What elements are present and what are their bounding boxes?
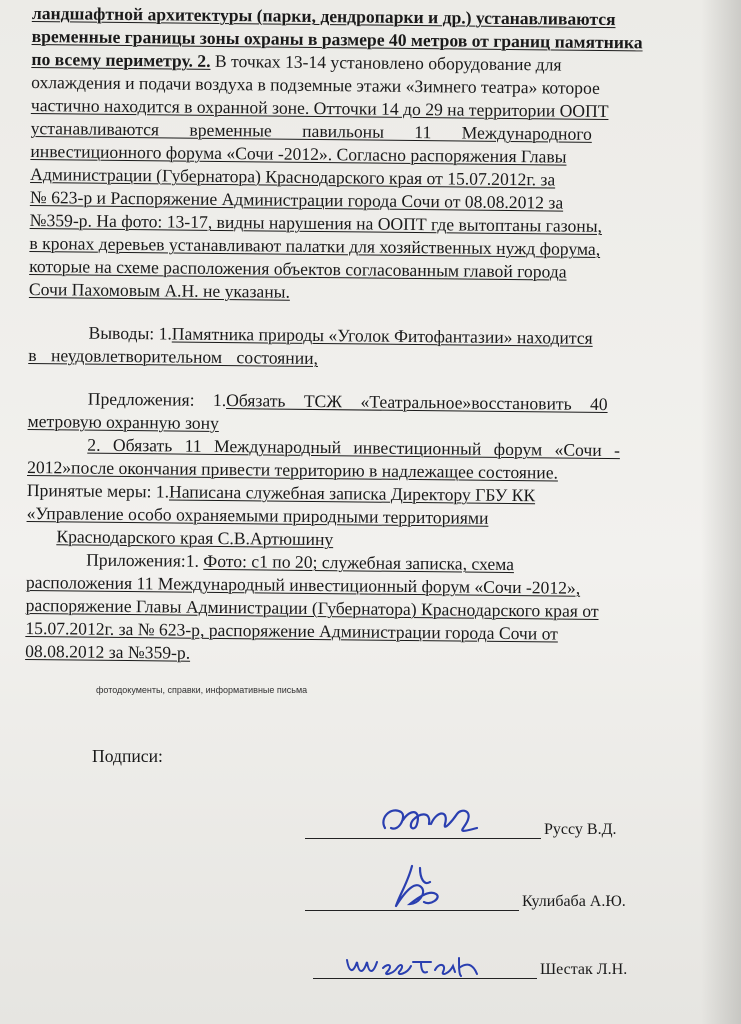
handwritten-signature-icon bbox=[377, 798, 497, 844]
signer-name: Кулибаба А.Ю. bbox=[522, 893, 626, 910]
paragraph-line: охлаждения и подачи воздуха в подземные этажи «Зимнего театра» которое bbox=[31, 71, 600, 98]
measures-line: «Управление особо охраняемыми природными территориями bbox=[26, 502, 489, 528]
signer-name: Шестак Л.Н. bbox=[540, 961, 628, 978]
conclusions-text: Памятника природы «Уголок Фитофантазии» находится bbox=[171, 323, 593, 348]
proposals-line: метровую охранную зону bbox=[27, 410, 219, 433]
paragraph-line: временные границы зоны охраны в размере 40 метров от границ памятника bbox=[31, 25, 643, 53]
proposals-text: Обязать ТСЖ «Театральное»восстановить 40 bbox=[226, 390, 608, 415]
attachments-line: 15.07.2012г. за № 623-р, распоряжение Администрации города Сочи от bbox=[25, 617, 559, 644]
document-body bbox=[25, 2, 722, 670]
paragraph-line: Администрации (Губернатора) Краснодарского края от 15.07.2012г. за bbox=[30, 163, 556, 190]
paragraph-line: № 623-р и Распоряжение Администрации города Сочи от 08.08.2012 за bbox=[29, 186, 564, 213]
signature-row bbox=[313, 958, 627, 979]
attachments-label: Приложения:1. bbox=[86, 549, 204, 571]
proposals-label: Предложения: 1. bbox=[87, 388, 227, 411]
paragraph-line: ландшафтной архитектуры (парки, дендропарки и др.) устанавливаются bbox=[31, 2, 616, 30]
plain-text: В точках 13-14 установлено оборудование для bbox=[210, 50, 562, 75]
conclusions-line: в неудовлетворительном состоянии, bbox=[28, 344, 319, 369]
measures-line: Краснодарского края С.В.Артюшину bbox=[56, 526, 334, 550]
signature-row bbox=[305, 818, 616, 839]
paragraph-line: Сочи Пахомовым А.Н. не указаны. bbox=[28, 278, 291, 302]
signature-row bbox=[305, 890, 626, 911]
paragraph-line: в кронах деревьев устанавливают палатки для хозяйственных нужд форума, bbox=[29, 232, 601, 259]
measures-text: Написана служебная записка Директору ГБУ КК bbox=[168, 481, 536, 506]
signature-line bbox=[313, 958, 537, 979]
paragraph-line: №359-р. На фото: 13-17, видны нарушения на ООПТ где вытоптаны газоны, bbox=[29, 209, 603, 236]
attachments-note: фотодокументы, справки, информативные письма bbox=[96, 685, 308, 695]
signatures-label: Подписи: bbox=[92, 746, 163, 766]
attachments-line: 08.08.2012 за №359-р. bbox=[25, 640, 191, 663]
measures-label: Принятые меры: 1. bbox=[26, 479, 170, 502]
attachments-text: Фото: с1 по 20; служебная записка, схема bbox=[203, 550, 515, 575]
signature-line bbox=[305, 818, 541, 839]
proposals-line: 2012»после окончания привести территорию в надлежащее состояние. bbox=[27, 456, 559, 483]
signature-line bbox=[305, 890, 519, 911]
conclusions-label: Выводы: 1. bbox=[88, 322, 172, 344]
attachments-line: расположения 11 Международный инвестиционный форум «Сочи -2012», bbox=[25, 571, 581, 598]
paragraph-line: которые на схеме расположения объектов согласованным главой города bbox=[29, 255, 567, 282]
underlined-text: по всему периметру. 2. bbox=[31, 48, 211, 71]
attachments-line: распоряжение Главы Администрации (Губернатора) Краснодарского края от bbox=[25, 594, 599, 621]
signer-name: Руссу В.Д. bbox=[544, 821, 617, 838]
paragraph-line: устанавливаются временные павильоны 11 Международного bbox=[30, 117, 592, 144]
handwritten-signature-icon bbox=[390, 860, 460, 916]
paragraph-line: инвестиционного форума «Сочи -2012». Согласно распоряжения Главы bbox=[30, 140, 567, 167]
paragraph-line: частично находится в охранной зоне. Отточки 14 до 29 на территории ООПТ bbox=[30, 94, 609, 122]
handwritten-signature-icon bbox=[343, 950, 483, 984]
proposals-line: 2. Обязать 11 Международный инвестиционный форум «Сочи - bbox=[87, 434, 621, 461]
